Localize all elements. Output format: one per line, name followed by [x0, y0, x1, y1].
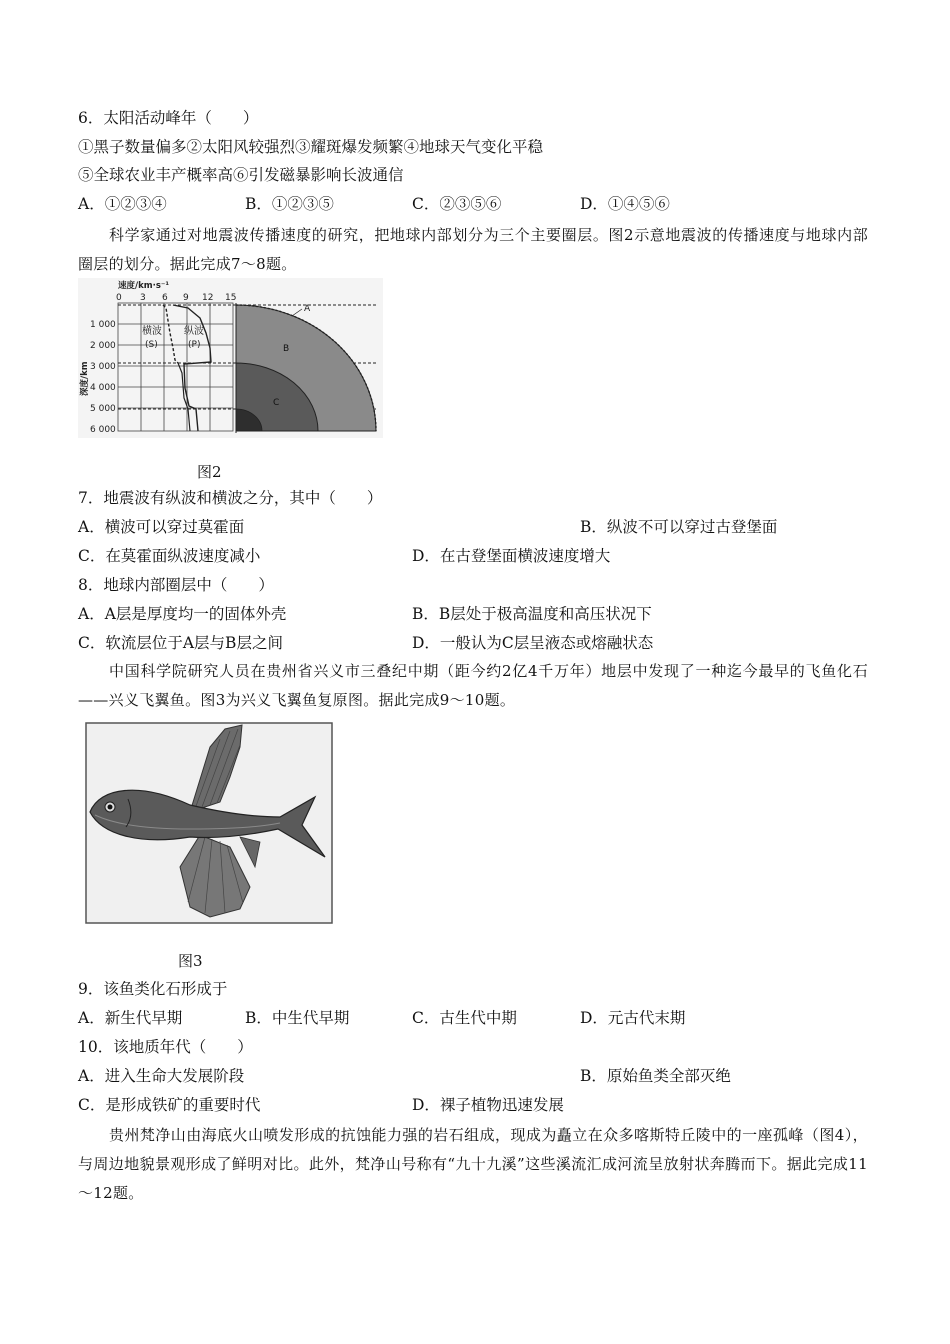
q8-option-d: D．一般认为C层呈液态或熔融状态	[412, 634, 654, 652]
q10-option-c: C．是形成铁矿的重要时代	[78, 1096, 261, 1114]
layer-b-label: B	[283, 344, 290, 354]
depth-tick: 4 000	[90, 383, 116, 393]
p-wave-sub: (P)	[188, 340, 201, 350]
q6-option-c: C．②③⑤⑥	[412, 195, 502, 213]
q7-stem: 7．地震波有纵波和横波之分，其中（ ）	[78, 489, 383, 507]
speed-tick: 0	[116, 293, 122, 303]
q8-option-b: B．B层处于极高温度和高压状况下	[412, 605, 652, 623]
speed-tick: 3	[140, 293, 146, 303]
layer-c-label: C	[273, 398, 280, 408]
q8-stem: 8．地球内部圈层中（ ）	[78, 576, 274, 594]
speed-tick: 15	[225, 293, 237, 303]
q6-option-b: B．①②③⑤	[245, 195, 334, 213]
s-wave-label: 横波	[142, 326, 162, 337]
q6-option-a: A．①②③④	[78, 195, 167, 213]
speed-tick: 6	[162, 293, 168, 303]
depth-axis-label: 深度/km	[80, 361, 90, 396]
q8-option-c: C．软流层位于A层与B层之间	[78, 634, 283, 652]
s-wave-sub: (S)	[145, 340, 158, 350]
q10-option-b: B．原始鱼类全部灭绝	[580, 1067, 731, 1085]
depth-tick: 3 000	[90, 362, 116, 372]
q10-option-d: D．裸子植物迅速发展	[412, 1096, 564, 1114]
figure-2-caption: 图2	[197, 463, 222, 481]
q7-option-a: A．横波可以穿过莫霍面	[78, 518, 245, 536]
q6-option-d: D．①④⑤⑥	[580, 195, 670, 213]
passage-7-8: 科学家通过对地震波传播速度的研究，把地球内部划分为三个主要圈层。图2示意地震波的传播速度与地球内部圈层的划分。据此完成7～8题。	[78, 226, 868, 273]
figure-3	[80, 717, 336, 927]
q9-option-a: A．新生代早期	[78, 1009, 183, 1027]
q9-stem: 9．该鱼类化石形成于	[78, 980, 228, 998]
q9-option-b: B．中生代早期	[245, 1009, 350, 1027]
speed-tick: 9	[183, 293, 189, 303]
passage-11-12: 贵州梵净山由海底火山喷发形成的抗蚀能力强的岩石组成，现成为矗立在众多喀斯特丘陵中的一座孤峰（图4），与周边地貌景观形成了鲜明对比。此外，梵净山号称有“九十九溪”这些溪流汇成河流呈放射状奔腾而下。据此完成11～12题。	[78, 1126, 868, 1202]
figure-3-caption: 图3	[178, 952, 203, 970]
p-wave-label: 纵波	[184, 326, 204, 337]
q8-option-a: A．A层是厚度均一的固体外壳	[78, 605, 287, 623]
q10-option-a: A．进入生命大发展阶段	[78, 1067, 245, 1085]
q6-items-line2: ⑤全球农业丰产概率高⑥引发磁暴影响长波通信	[78, 166, 404, 184]
speed-tick: 12	[202, 293, 214, 303]
figure-2	[78, 278, 383, 438]
q10-stem: 10．该地质年代（ ）	[78, 1038, 253, 1056]
q9-option-d: D．元古代末期	[580, 1009, 686, 1027]
layer-a-label: A	[304, 304, 311, 314]
q7-option-d: D．在古登堡面横波速度增大	[412, 547, 611, 565]
q7-option-b: B．纵波不可以穿过古登堡面	[580, 518, 778, 536]
q9-option-c: C．古生代中期	[412, 1009, 517, 1027]
depth-tick: 5 000	[90, 404, 116, 414]
speed-axis-label: 速度/km·s⁻¹	[118, 281, 170, 291]
passage-9-10: 中国科学院研究人员在贵州省兴义市三叠纪中期（距今约2亿4千万年）地层中发现了一种迄今最早的飞鱼化石——兴义飞翼鱼。图3为兴义飞翼鱼复原图。据此完成9～10题。	[78, 662, 868, 709]
q7-option-c: C．在莫霍面纵波速度减小	[78, 547, 261, 565]
q6-stem: 6．太阳活动峰年（ ）	[78, 109, 259, 127]
q6-items-line1: ①黑子数量偏多②太阳风较强烈③耀斑爆发频繁④地球天气变化平稳	[78, 138, 544, 156]
depth-tick: 2 000	[90, 341, 116, 351]
depth-tick: 1 000	[90, 320, 116, 330]
depth-tick: 6 000	[90, 425, 116, 435]
